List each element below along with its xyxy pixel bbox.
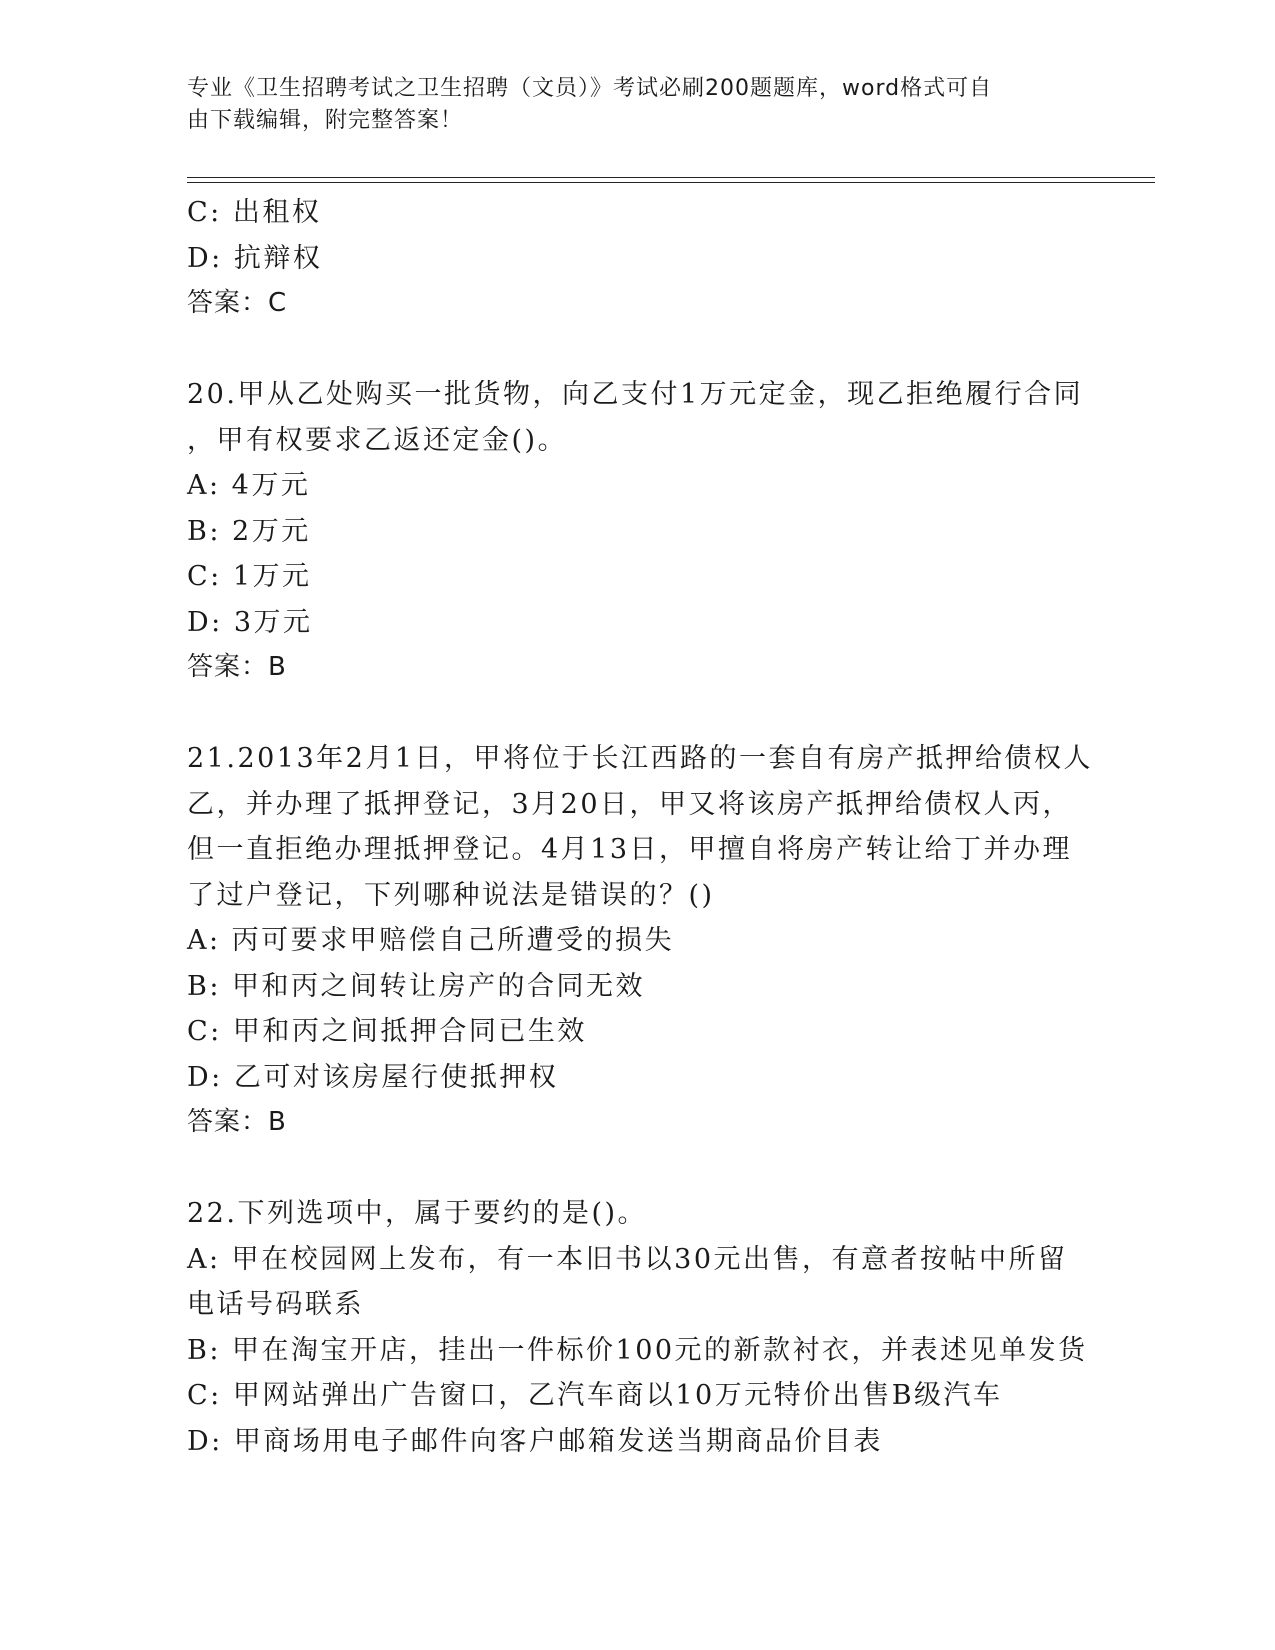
option-c: C: 甲和丙之间抵押合同已生效 <box>187 1016 587 1047</box>
question-stem-line: 但一直拒绝办理抵押登记。4月13日，甲擅自将房产转让给丁并办理 <box>187 834 1073 865</box>
option-d: D: 3万元 <box>187 606 313 638</box>
header-divider-top <box>187 177 1155 178</box>
answer-label: 答案：C <box>187 288 288 318</box>
spacer <box>187 691 1087 737</box>
spacer <box>187 327 1087 373</box>
question-stem-line: ，甲有权要求乙返还定金()。 <box>187 424 568 456</box>
header-line-2: 由下载编辑，附完整答案！ <box>187 108 464 133</box>
question-stem-line: 22.下列选项中，属于要约的是()。 <box>187 1198 648 1229</box>
option-b: B: 甲和丙之间转让房产的合同无效 <box>187 970 646 1002</box>
option-b: B: 甲在淘宝开店，挂出一件标价100元的新款衬衣，并表述见单发货 <box>187 1334 1088 1366</box>
option-c: C: 1万元 <box>187 561 312 592</box>
option-c: C: 甲网站弹出广告窗口，乙汽车商以10万元特价出售B级汽车 <box>187 1380 1003 1411</box>
question-stem-line: 21.2013年2月1日，甲将位于长江西路的一套自有房产抵押给债权人 <box>187 743 1094 774</box>
answer-label: 答案：B <box>187 1107 287 1137</box>
option-d: D: 抗辩权 <box>187 242 323 274</box>
option-b: B: 2万元 <box>187 515 311 547</box>
option-c: C: 出租权 <box>187 197 322 228</box>
question-22 <box>187 1191 1087 1464</box>
question-stem-line: 20.甲从乙处购买一批货物，向乙支付1万元定金，现乙拒绝履行合同 <box>187 379 1084 410</box>
question-stem-line: 乙，并办理了抵押登记，3月20日，甲又将该房产抵押给债权人丙， <box>187 788 1073 820</box>
option-d: D: 乙可对该房屋行使抵押权 <box>187 1061 559 1093</box>
option-a: A: 丙可要求甲赔偿自己所遭受的损失 <box>187 925 675 956</box>
answer-label: 答案：B <box>187 652 287 682</box>
option-d: D: 甲商场用电子邮件向客户邮箱发送当期商品价目表 <box>187 1425 883 1457</box>
question-20 <box>187 372 1087 691</box>
question-21 <box>187 736 1094 1146</box>
option-a-continued: 电话号码联系 <box>187 1289 364 1320</box>
header-line-1: 专业《卫生招聘考试之卫生招聘（文员）》考试必刷200题题库，word格式可自 <box>187 76 993 101</box>
header-divider-bottom <box>187 182 1155 183</box>
question-body <box>187 190 1094 1464</box>
option-a: A: 甲在校园网上发布，有一本旧书以30元出售，有意者按帖中所留 <box>187 1243 1068 1275</box>
document-header <box>187 73 1067 137</box>
spacer <box>187 1146 1087 1192</box>
option-a: A: 4万元 <box>187 470 311 501</box>
question-stem-line: 了过户登记，下列哪种说法是错误的？() <box>187 879 715 911</box>
question-19-tail <box>187 190 1087 327</box>
